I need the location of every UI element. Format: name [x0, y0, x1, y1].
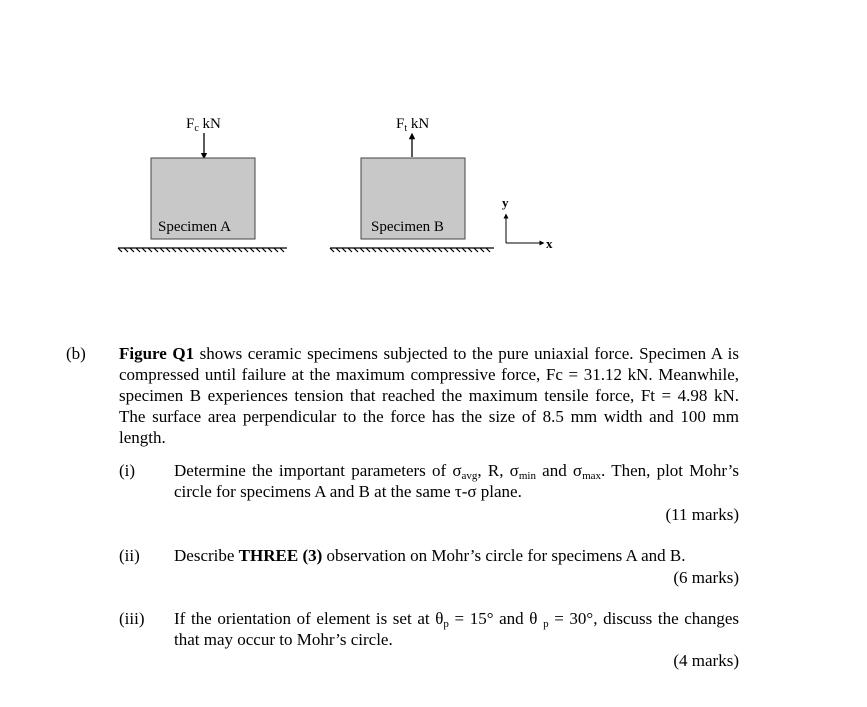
- x-axis-label: x: [546, 236, 553, 251]
- part-iii-text: If the orientation of element is set at $\theta_p = 15^\circ$ and θ $_p$ = 30°, discuss the changes that may occur to Mohr’s circle.: [174, 609, 739, 649]
- y-axis-label: y: [502, 195, 509, 210]
- specimen-a-label: Specimen A: [158, 219, 231, 235]
- question-label: (b): [66, 344, 86, 363]
- part-i-marks: (11 marks): [665, 505, 739, 524]
- part-i-label: (i): [119, 461, 136, 480]
- part-i-text: Determine the important parameters of $\sigma_{avg}$, R, $\sigma_{min}$ and $\sigma_{max}$. Then, plot Mohr’s circle for specimens A and B at the same τ-σ plane.: [174, 461, 739, 501]
- question-intro: [119, 343, 739, 448]
- force-b-label: $F_t$ kN: [396, 116, 430, 134]
- ground-hatch-b: [330, 248, 494, 252]
- specimen-b-label: Specimen B: [371, 219, 444, 235]
- part-ii-marks: (6 marks): [673, 568, 739, 587]
- figure-q1: [0, 0, 867, 300]
- figure-reference: Figure Q1: [119, 344, 195, 363]
- question-intro-text: shows ceramic specimens subjected to the pure uniaxial force. Specimen A is compressed until failure at the maximum compressive force, Fc = 31.12 kN. Meanwhile, specimen B experiences tension that reached the maximum tensile force, Ft = 4.98 kN. The surface area perpendicular to the force has the size of 8.5 mm width and 100 mm length.: [119, 344, 739, 447]
- part-ii-label: (ii): [119, 546, 140, 565]
- ground-hatch-a: [118, 248, 287, 252]
- part-iii-label: (iii): [119, 609, 145, 628]
- part-iii-marks: (4 marks): [673, 651, 739, 670]
- part-ii-text: Describe THREE (3) observation on Mohr’s circle for specimens A and B.: [174, 546, 686, 565]
- force-a-label: $F_c$ kN: [186, 116, 221, 134]
- coordinate-axes: [502, 195, 553, 251]
